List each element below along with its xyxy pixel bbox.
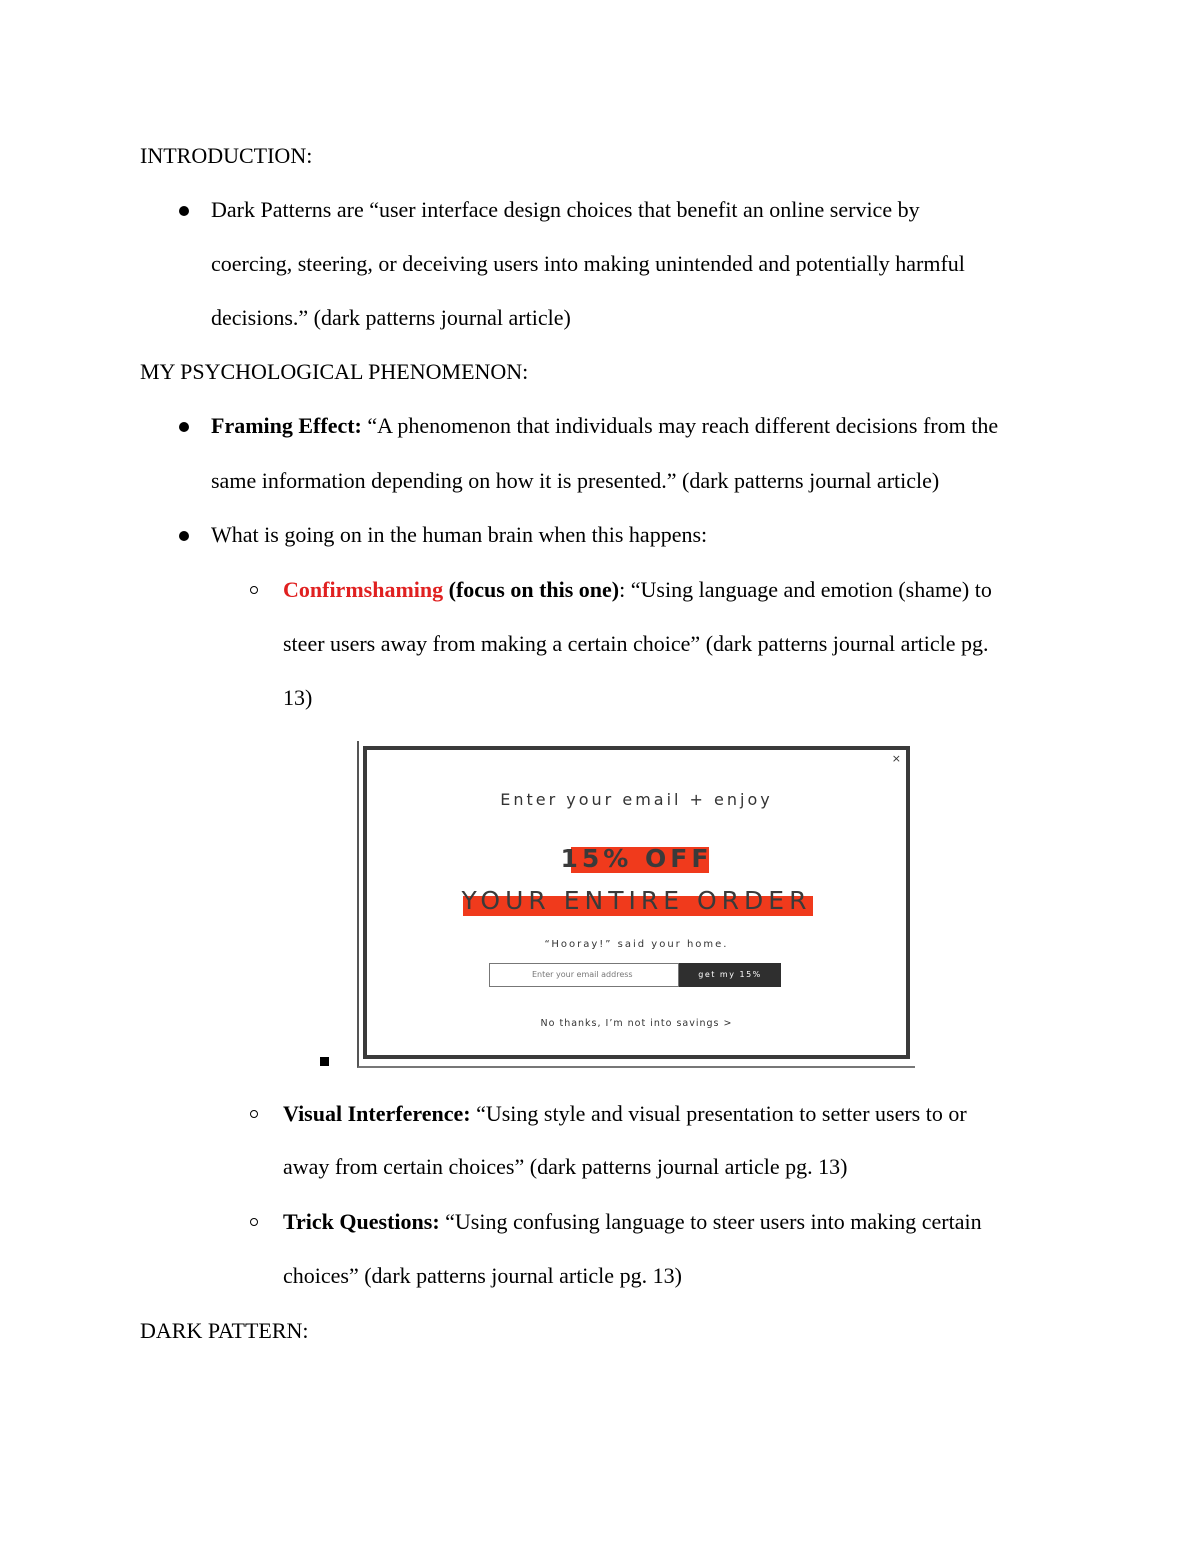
trick-definition: “Using confusing language to steer users into making certain [439,1209,982,1234]
trick-line1 [283,1208,982,1236]
popup-heading: Enter your email + enjoy [500,790,773,809]
confirmshaming-line1 [283,576,992,604]
bullet-square-icon [320,1057,329,1066]
intro-bullet-line3: decisions.” (dark patterns journal article) [211,305,571,330]
bullet-disc-icon [179,422,189,432]
confirmshaming-definition: : “Using language and emotion (shame) to [619,577,992,602]
confirmshaming-line3: 13) [283,685,313,710]
visual-line1 [283,1100,967,1128]
framing-term: Framing Effect: [211,413,362,438]
confirmshaming-focus: (focus on this one) [443,577,620,602]
bullet-disc-icon [179,531,189,541]
bullet-circle-icon [250,586,258,594]
confirmshaming-line2: steer users away from making a certain choice” (dark patterns journal article pg. [283,631,989,656]
brain-line: What is going on in the human brain when this happens: [211,522,708,547]
intro-bullet-line1: Dark Patterns are “user interface design choices that benefit an online service by [211,197,920,222]
bullet-circle-icon [250,1110,258,1118]
offer-percent: 15% OFF [560,844,713,873]
framing-definition: “A phenomenon that individuals may reach different decisions from the [361,413,999,438]
confirmshaming-term: Confirmshaming [283,577,444,602]
framing-line1 [211,412,998,440]
phenomenon-heading: MY PSYCHOLOGICAL PHENOMENON: [140,359,529,384]
framing-line2: same information depending on how it is presented.” (dark patterns journal article) [211,468,940,493]
dark-pattern-heading: DARK PATTERN: [140,1318,309,1343]
trick-line2: choices” (dark patterns journal article pg. 13) [283,1263,682,1288]
trick-term: Trick Questions: [283,1209,440,1234]
bullet-disc-icon [179,206,189,216]
popup-screenshot [363,746,910,1059]
offer-scope: YOUR ENTIRE ORDER [461,886,812,915]
intro-heading: INTRODUCTION: [140,143,313,168]
get-discount-button[interactable]: get my 15% [679,963,781,987]
intro-bullet-line2: coercing, steering, or deceiving users into making unintended and potentially harmful [211,251,965,276]
popup-tagline: “Hooray!” said your home. [544,939,729,950]
decline-link[interactable]: No thanks, I’m not into savings > [540,1018,733,1029]
visual-line2: away from certain choices” (dark patterns journal article pg. 13) [283,1154,848,1179]
visual-term: Visual Interference: [283,1101,471,1126]
email-input[interactable]: Enter your email address [489,963,679,987]
close-icon[interactable]: × [891,752,901,765]
bullet-circle-icon [250,1218,258,1226]
visual-definition: “Using style and visual presentation to setter users to or [470,1101,967,1126]
